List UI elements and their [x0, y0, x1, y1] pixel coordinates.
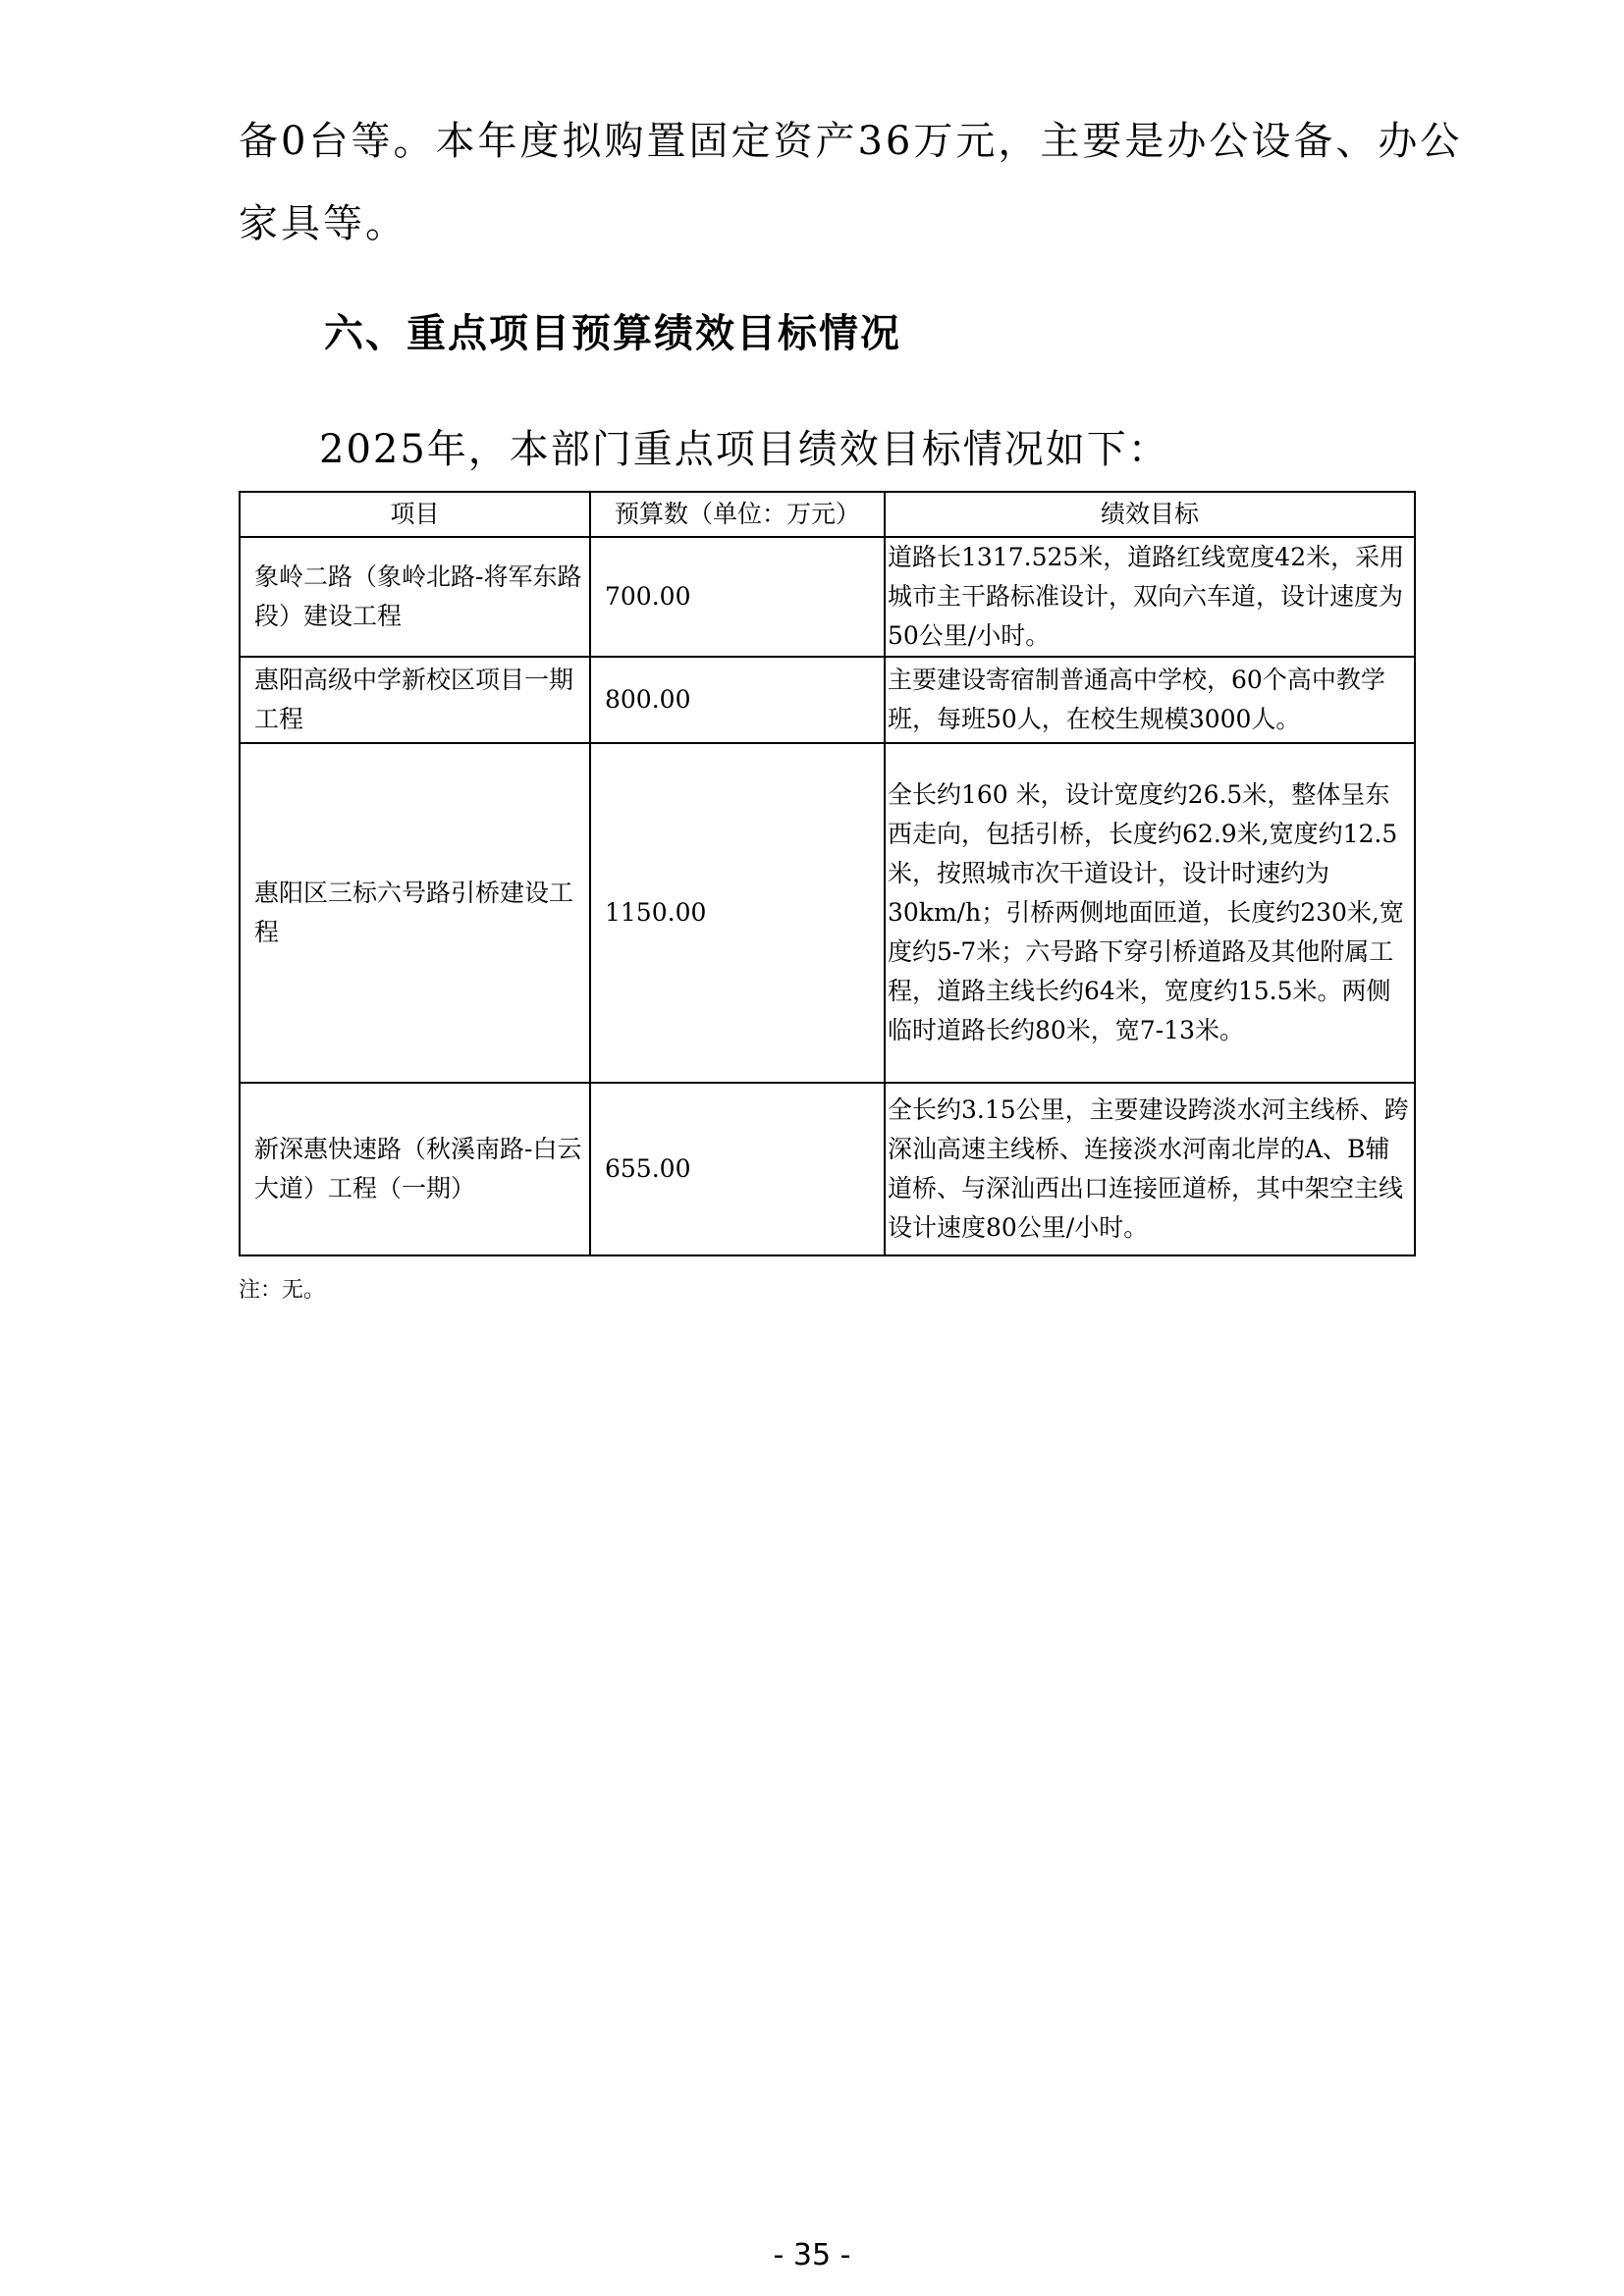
performance-goal: 道路长1317.525米，道路红线宽度42米，采用城市主干路标准设计，双向六车道，设计速度为50公里/小时。 — [885, 537, 1415, 657]
table-header-row — [240, 492, 1415, 537]
budget-amount: 800.00 — [590, 657, 885, 743]
table-row — [240, 657, 1415, 743]
budget-amount: 1150.00 — [590, 743, 885, 1083]
project-name: 惠阳区三标六号路引桥建设工程 — [240, 743, 590, 1083]
budget-amount: 700.00 — [590, 537, 885, 657]
table-row — [240, 743, 1415, 1083]
performance-goal: 全长约160 米，设计宽度约26.5米，整体呈东西走向，包括引桥，长度约62.9米,宽度约12.5米，按照城市次干道设计，设计时速约为30km/h；引桥两侧地面匝道，长度约230米,宽度约5-7米；六号路下穿引桥道路及其他附属工程，道路主线长约64米，宽度约15.5米。两侧临时道路长约80米，宽7-13米。 — [885, 743, 1415, 1083]
project-name: 惠阳高级中学新校区项目一期工程 — [240, 657, 590, 743]
performance-goal: 主要建设寄宿制普通高中学校，60个高中教学班，每班50人，在校生规模3000人。 — [885, 657, 1415, 743]
performance-goal: 全长约3.15公里，主要建设跨淡水河主线桥、跨深汕高速主线桥、连接淡水河南北岸的A、B辅道桥、与深汕西出口连接匝道桥，其中架空主线设计速度80公里/小时。 — [885, 1083, 1415, 1255]
budget-amount: 655.00 — [590, 1083, 885, 1255]
project-name: 新深惠快速路（秋溪南路-白云大道）工程（一期） — [240, 1083, 590, 1255]
performance-table — [239, 491, 1416, 1256]
project-name: 象岭二路（象岭北路-将军东路段）建设工程 — [240, 537, 590, 657]
header-project: 项目 — [240, 492, 590, 537]
page-number: - 35 - — [773, 2238, 851, 2272]
table-row — [240, 537, 1415, 657]
paragraph-line-1: 备0台等。本年度拟购置固定资产36万元，主要是办公设备、办公 — [239, 119, 1463, 164]
header-budget: 预算数（单位：万元） — [590, 492, 885, 537]
intro-text: 2025年，本部门重点项目绩效目标情况如下： — [319, 427, 1169, 472]
table-note: 注：无。 — [239, 1278, 326, 1303]
header-goal: 绩效目标 — [885, 492, 1415, 537]
table-row — [240, 1083, 1415, 1255]
section-heading: 六、重点项目预算绩效目标情况 — [324, 311, 901, 356]
paragraph-line-2: 家具等。 — [239, 201, 407, 246]
